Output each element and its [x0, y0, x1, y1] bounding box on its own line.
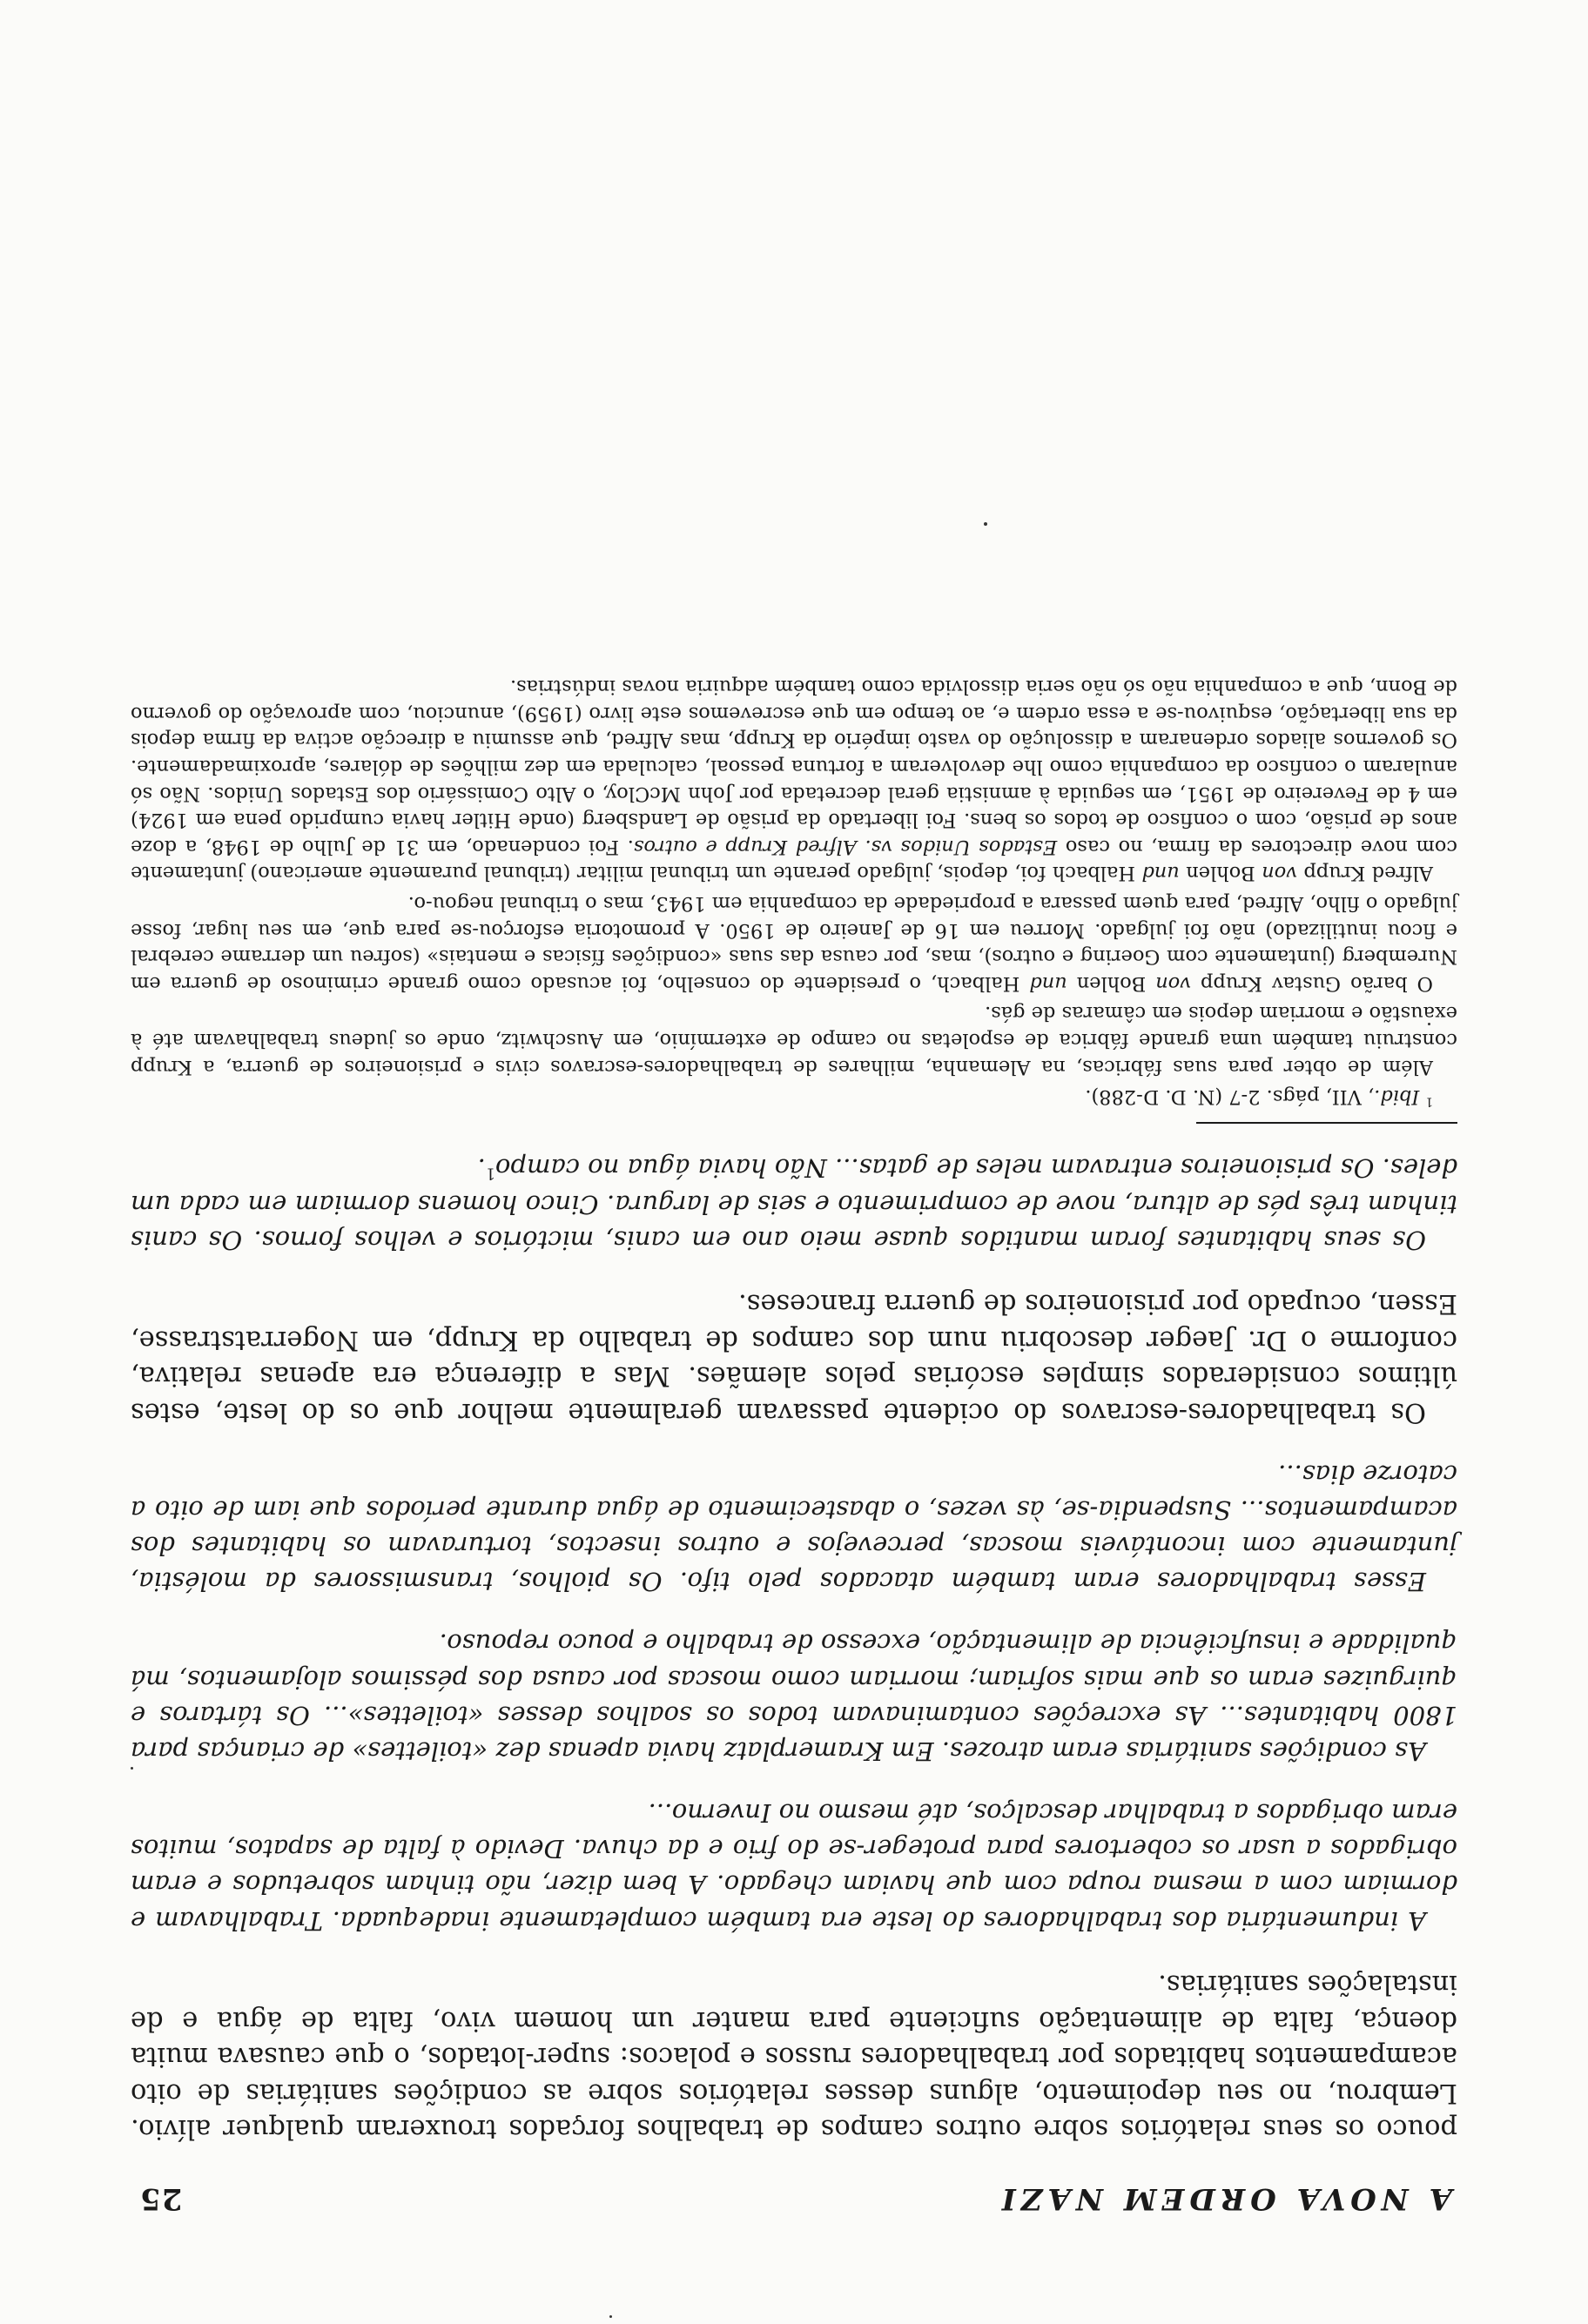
footnote-1-mark: 1 — [1425, 1094, 1433, 1109]
footnote-4-case-name: Estados Unidos vs. Alfred Krupp e outros — [633, 835, 1058, 858]
body-paragraph-2: Os trabalhadores-escravos do ocidente passavam geralmente melhor que os do leste, estes últimos considerados simples escórias pelos alemães. Mas a diferença era apenas relativa, conforme o Dr. Jaeger descobriu num dos campos de trabalho da Krupp, em Nogerratstrasse, Essen, ocupado por prisioneiros de guerra franceses. — [131, 1288, 1457, 1427]
page-number: 25 — [139, 2181, 183, 2216]
footnote-3-part-a: O barão Gustav Krupp — [1191, 971, 1433, 995]
quote-kennels-text: Os seus habitantes foram mantidos quase meio ano em canis, mictórios e velhos fornos. Os canis tinham três pés de altura, nove de comprimento e seis de largura. Cinco homens dormiam em cada um deles. Os prisioneiros entravam neles de gatas... Não havia água no campo — [131, 1153, 1457, 1255]
footnote-1-text: , VII, págs. 2-7 (N. D. D-288). — [1085, 1085, 1375, 1109]
footnote-3-und: und — [1029, 971, 1067, 995]
footnote-4-part-b: Bohlen — [1179, 862, 1262, 885]
footnote-4-part-d: . Foi condenado, em 31 de Julho de 1948, a doze anos de prisão, com o confisco de todos os bens. Foi libertado da prisão de Landsberg (onde Hitler havia cumprido pena em 1924) em 4 de Fevereiro de 1951, em seguida à amnistia geral decretada por John McCloy, o Alto Comissário dos Estados Unidos. Não só anularam o confisco da companhia como lhe devolveram a fortuna pessoal, calculada em dez milhões de dólares, aproximadamente. Os governos aliados ordenaram a dissolução do vasto império da Krupp, mas Alfred, que assumiu a direcção activa da firma depois da sua libertação, esquivou-se a essa ordem e, ao tempo em que escrevemos este livro (1959), anunciou, com aprovação do governo de Bonn, que a companhia não só não seria dissolvida como também adquiria novas indústrias. — [131, 675, 1457, 858]
footnote-3 — [131, 890, 1457, 996]
quote-sanitation: As condições sanitárias eram atrozes. Em Kramerplatz havia apenas dez «toilettes» de crianças para 1800 habitantes... As excreções contaminavam todos os soalhos desses «toilettes»... Os tártaros e quirguizes eram os que mais sofriam; morriam como moscas por causa dos péssimos alojamentos, má qualidade e insuficiência de alimentação, excesso de trabalho e pouco repouso. — [131, 1629, 1457, 1766]
running-header — [139, 2181, 1452, 2216]
footnote-4-von: von — [1262, 862, 1297, 885]
footnote-3-part-c: Halbach, o presidente do conselho, foi acusado como grande criminoso de guerra em Nuremberg (juntamente com Goering e outros), mas, por causa das suas «condições físicas e mentais» (sofreu um derrame cerebral e ficou inutilizado) não foi julgado. Morreu em 16 de Janeiro de 1950. A promotoria esforçou-se para que, em seu lugar, fosse julgado o filho, Alfred, para quem passara a propriedade da companhia em 1943, mas o tribunal negou-o. — [130, 892, 1457, 995]
body-paragraph-1: pouco os seus relatórios sobre outros campos de trabalhos forçados trouxeram qualquer alívio. Lembrou, no seu depoimento, alguns desses relatórios sobre as condições sanitárias de oito acampamentos habitados por trabalhadores russos e polacos: super-lotados, o que causava muita doença, falta de alimentação suficiente para manter um homem vivo, falta de água e de instalações sanitárias. — [131, 1969, 1457, 2144]
book-page-rotated — [131, 131, 1457, 2237]
footnote-1 — [131, 1084, 1457, 1111]
footnote-rule — [1196, 1122, 1457, 1124]
footnote-3-von: von — [1155, 971, 1192, 995]
footnote-4-part-a: Alfred Krupp — [1297, 862, 1433, 885]
footnote-4-und: und — [1141, 862, 1180, 885]
footnote-4 — [131, 674, 1457, 887]
quote-clothing: A indumentária dos trabalhadores do leste era também completamente inadequada. Trabalhavam e dormiam com a mesma roupa com que haviam chegado. A bem dizer, não tinham sobretudos e eram obrigados a usar os cobertores para proteger-se do frio e da chuva. Devido à falta de sapatos, muitos eram obrigados a trabalhar descalços, até mesmo no Inverno... — [131, 1798, 1457, 1936]
footnote-1-ibid: Ibid. — [1374, 1085, 1420, 1109]
footnote-2: Além de obter para suas fábricas, na Alemanha, milhares de trabalhadores-escravos civis e prisioneiros de guerra, a Krupp construiu também uma grande fábrica de espoletas no campo de extermínio, em Auschwitz, onde os judeus trabalhavam até à exaustão e morriam depois em câmaras de gás. — [131, 1002, 1457, 1078]
footnote-4-part-c: Halbach foi, depois, julgado perante um tribunal militar (tribunal puramente americano) juntamente com nove directores da firma, no caso — [131, 835, 1457, 885]
quote-kennels: Os seus habitantes foram mantidos quase meio ano em canis, mictórios e velhos fornos. Os canis tinham três pés de altura, nove de comprimento e seis de largura. Cinco homens dormiam em cada um deles. Os prisioneiros entravam neles de gatas... Não havia água no campo$^1$. — [131, 1153, 1457, 1255]
running-title: A NOVA ORDEM NAZI — [996, 2181, 1452, 2216]
footnote-ref-mark: 1 — [485, 1165, 495, 1183]
quote-typhus: Esses trabalhadores eram também atacados pelo tifo. Os piolhos, transmissores da moléstia, juntamente com incontáveis moscas, percevejos e outros insectos, torturavam os habitantes dos acampamentos... Suspendia-se, às vezes, o abastecimento de água durante períodos que iam de oito a catorze dias... — [131, 1459, 1457, 1597]
footnote-3-part-b: Bohlen — [1067, 971, 1156, 995]
